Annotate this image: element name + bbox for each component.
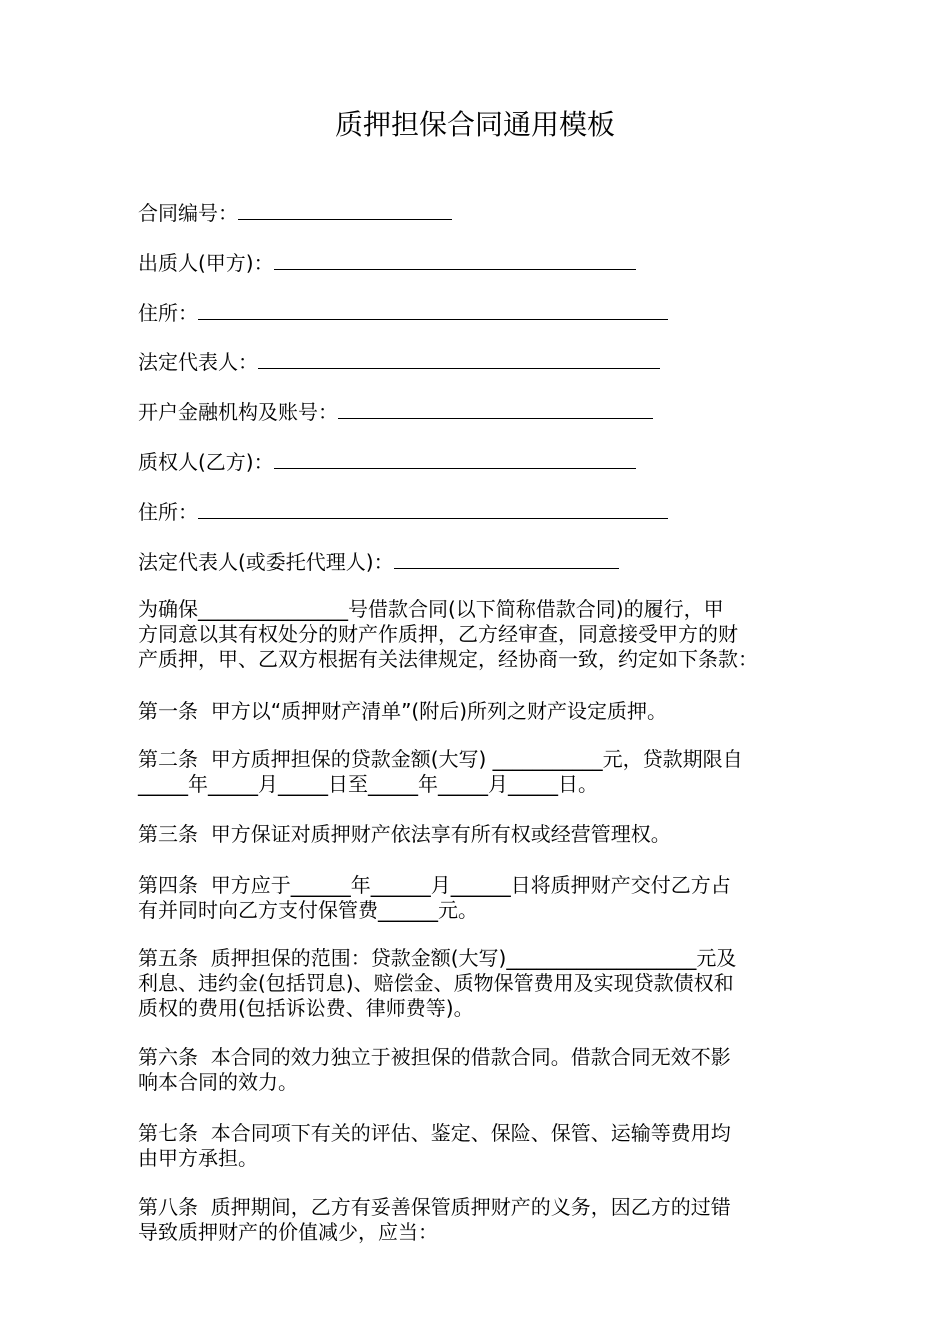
blank-line[interactable] xyxy=(274,251,636,270)
field-pledgee xyxy=(138,449,636,475)
field-label: 法定代表人： xyxy=(138,350,258,374)
blank-line[interactable] xyxy=(198,500,668,519)
field-contract-number xyxy=(138,200,452,226)
blank-line[interactable] xyxy=(274,450,636,469)
article-1: 第一条 甲方以“质押财产清单”(附后)所列之财产设定质押。 xyxy=(138,699,668,723)
article-8: 第八条 质押期间，乙方有妥善保管质押财产的义务，因乙方的过错 导致质押财产的价值减少，应当： xyxy=(138,1195,731,1244)
article-6: 第六条 本合同的效力独立于被担保的借款合同。借款合同无效不影 响本合同的效力。 xyxy=(138,1045,731,1094)
field-label: 开户金融机构及账号： xyxy=(138,400,338,424)
field-pledgor-address xyxy=(138,300,668,326)
blank-line[interactable] xyxy=(238,201,452,220)
blank-line[interactable] xyxy=(338,400,653,419)
article-7: 第七条 本合同项下有关的评估、鉴定、保险、保管、运输等费用均 由甲方承担。 xyxy=(138,1121,731,1170)
field-label: 住所： xyxy=(138,500,198,524)
field-label: 住所： xyxy=(138,301,198,325)
article-3: 第三条 甲方保证对质押财产依法享有所有权或经营管理权。 xyxy=(138,822,671,846)
field-pledgor xyxy=(138,250,636,276)
preamble-paragraph: 为确保_______________号借款合同(以下简称借款合同)的履行，甲 方同意以其有权处分的财产作质押，乙方经审查，同意接受甲方的财 产质押，甲、乙双方根据有关法律规定，经协商一致，约定如下条款： xyxy=(138,597,758,671)
field-pledgor-legal-rep xyxy=(138,349,660,375)
field-label: 出质人(甲方)： xyxy=(138,251,274,275)
field-bank-account xyxy=(138,399,653,425)
field-pledgee-legal-rep xyxy=(138,549,619,575)
article-2: 第二条 甲方质押担保的贷款金额(大写) ___________元，贷款期限自 _____年_____月_____日至_____年_____月_____日。 xyxy=(138,747,743,796)
field-pledgee-address xyxy=(138,499,668,525)
article-5: 第五条 质押担保的范围：贷款金额(大写)___________________元及 利息、违约金(包括罚息)、赔偿金、质物保管费用及实现贷款债权和 质权的费用(包括诉讼费、律师费等)。 xyxy=(138,946,737,1020)
article-4: 第四条 甲方应于______年______月______日将质押财产交付乙方占 有并同时向乙方支付保管费______元。 xyxy=(138,873,731,922)
blank-line[interactable] xyxy=(394,550,619,569)
field-label: 法定代表人(或委托代理人)： xyxy=(138,550,394,574)
blank-line[interactable] xyxy=(258,350,660,369)
field-label: 合同编号： xyxy=(138,201,238,225)
document-title: 质押担保合同通用模板 xyxy=(334,108,615,141)
blank-line[interactable] xyxy=(198,301,668,320)
field-label: 质权人(乙方)： xyxy=(138,450,274,474)
